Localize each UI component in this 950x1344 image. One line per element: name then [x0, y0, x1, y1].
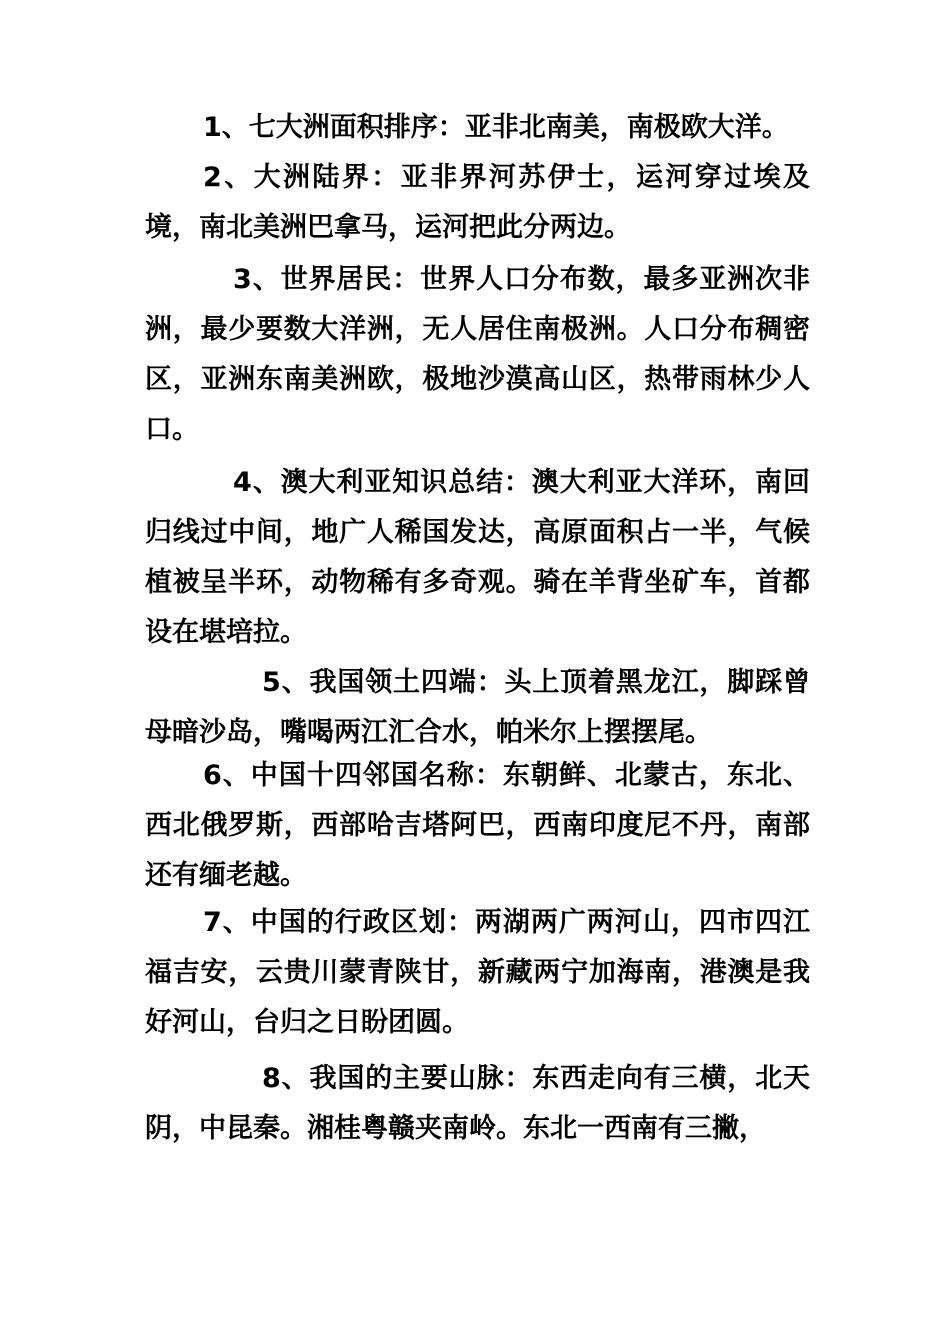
paragraph-china-territory-extremes: 5、我国领土四端：头上顶着黑龙江，脚踩曾母暗沙岛，嘴喝两江汇合水，帕米尔上摆摆尾。: [145, 667, 810, 748]
paragraph-china-neighbor-countries: 6、中国十四邻国名称：东朝鲜、北蒙古，东北、西北俄罗斯，西部哈吉塔阿巴，西南印度尼不丹，南部还有缅老越。: [145, 760, 810, 891]
paragraph-australia-summary: 4、澳大利亚知识总结：澳大利亚大洋环，南回归线过中间，地广人稀国发达，高原面积占一半，气候植被呈半环，动物稀有多奇观。骑在羊背坐矿车，首都设在堪培拉。: [145, 467, 810, 648]
paragraph-china-major-mountains: 8、我国的主要山脉：东西走向有三横，北天阴，中昆秦。湘桂粤赣夹南岭。东北一西南有三撇，: [145, 1063, 810, 1144]
paragraph-world-population: 3、世界居民：世界人口分布数，最多亚洲次非洲，最少要数大洋洲，无人居住南极洲。人口分布稠密区，亚洲东南美洲欧，极地沙漠高山区，热带雨林少人口。: [145, 264, 810, 445]
paragraph-continent-boundaries: 2、大洲陆界：亚非界河苏伊士，运河穿过埃及境，南北美洲巴拿马，运河把此分两边。: [145, 162, 810, 243]
paragraph-continents-area-ranking: 1、七大洲面积排序：亚非北南美，南极欧大洋。: [203, 112, 789, 143]
paragraph-china-administrative-divisions: 7、中国的行政区划：两湖两广两河山，四市四江福吉安，云贵川蒙青陕甘，新藏两宁加海南，港澳是我好河山，台归之日盼团圆。: [145, 907, 810, 1038]
